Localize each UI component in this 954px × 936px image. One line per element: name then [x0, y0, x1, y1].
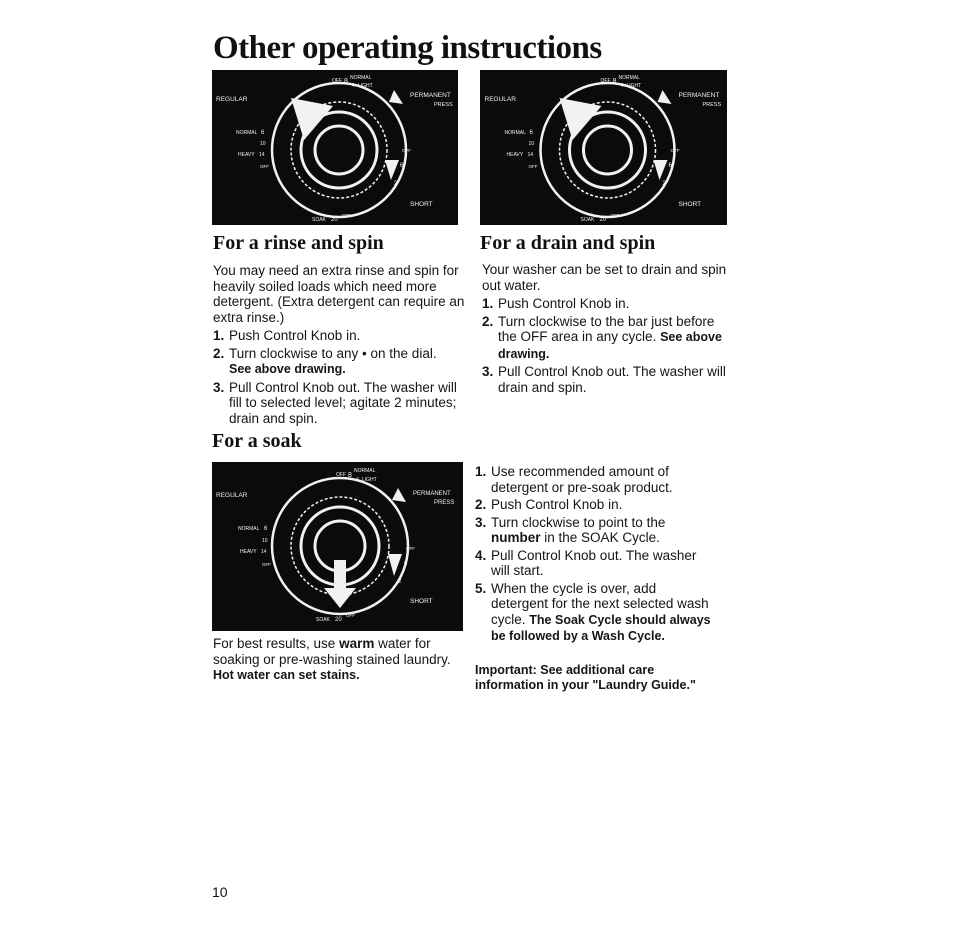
- dial-illustration-rinse: [212, 70, 458, 225]
- svg-text:REGULAR: REGULAR: [484, 96, 516, 103]
- svg-text:OFF: OFF: [600, 78, 611, 84]
- svg-text:SOAK: SOAK: [316, 617, 330, 623]
- rinse-heading: For a rinse and spin: [213, 232, 384, 254]
- svg-text:LIGHT: LIGHT: [358, 83, 373, 89]
- svg-text:6: 6: [668, 163, 672, 169]
- svg-text:NORMAL: NORMAL: [238, 526, 260, 532]
- dial-illustration-soak: [212, 462, 463, 631]
- svg-text:6: 6: [404, 561, 408, 567]
- svg-text:4: 4: [352, 83, 355, 89]
- rinse-intro: You may need an extra rinse and spin for heavily soiled loads which need more detergent. (Extra detergent can require an extra rinse.): [213, 263, 465, 325]
- svg-text:PERMANENT: PERMANENT: [410, 92, 451, 99]
- svg-text:NORMAL: NORMAL: [350, 75, 372, 81]
- soak-note: For best results, use warm water for soaking or pre-washing stained laundry. Hot water can set stains.: [213, 636, 451, 682]
- svg-text:OFF: OFF: [406, 546, 415, 551]
- svg-text:SOAK: SOAK: [580, 217, 595, 223]
- svg-text:OFF: OFF: [670, 148, 680, 153]
- svg-text:2: 2: [398, 579, 402, 585]
- svg-text:HEAVY: HEAVY: [506, 152, 524, 158]
- soak-step-3: 3. Turn clockwise to point to the number in the SOAK Cycle.: [475, 514, 666, 545]
- svg-text:LIGHT: LIGHT: [626, 83, 642, 89]
- svg-text:OFF: OFF: [262, 562, 271, 567]
- svg-text:8: 8: [612, 78, 617, 85]
- control-dial-drawing: [480, 70, 727, 225]
- soak-instructions: [475, 462, 715, 694]
- drain-step-1: 1. Push Control Knob in.: [482, 296, 630, 311]
- svg-text:6: 6: [400, 163, 404, 169]
- rinse-step-3: 3. Pull Control Knob out. The washer will fill to selected level; agitate 2 minutes; drain and spin.: [213, 379, 457, 426]
- svg-text:PERMANENT: PERMANENT: [413, 491, 451, 497]
- svg-text:2: 2: [662, 181, 666, 187]
- svg-text:SHORT: SHORT: [410, 598, 433, 605]
- rinse-step-2: 2. Turn clockwise to any • on the dial. See above drawing.: [213, 345, 437, 376]
- svg-text:SOAK: SOAK: [312, 217, 326, 223]
- svg-text:NORMAL: NORMAL: [236, 130, 258, 136]
- svg-text:20: 20: [599, 217, 607, 223]
- svg-text:LIGHT: LIGHT: [362, 477, 377, 483]
- page-title: Other operating instructions: [213, 30, 602, 66]
- svg-text:SHORT: SHORT: [410, 201, 433, 208]
- svg-text:14: 14: [261, 549, 267, 555]
- svg-text:NORMAL: NORMAL: [504, 130, 526, 136]
- svg-text:SHORT: SHORT: [678, 201, 702, 208]
- soak-step-5: 5. When the cycle is over, add detergent for the next selected wash cycle. The Soak Cycle should always be followed by a Wash Cycle.: [475, 580, 711, 643]
- svg-text:4: 4: [356, 477, 359, 483]
- svg-text:14: 14: [259, 152, 265, 158]
- svg-text:OFF: OFF: [260, 164, 269, 169]
- rinse-instructions: [213, 263, 465, 426]
- svg-text:PERMANENT: PERMANENT: [678, 92, 720, 99]
- svg-text:HEAVY: HEAVY: [240, 549, 257, 555]
- drain-step-3: 3. Pull Control Knob out. The washer will drain and spin.: [482, 364, 726, 395]
- svg-text:20: 20: [331, 217, 338, 223]
- soak-step-1: 1. Use recommended amount of detergent or pre-soak product.: [475, 464, 673, 495]
- svg-text:PRESS: PRESS: [434, 102, 453, 108]
- important-note: Important: See additional care information in your "Laundry Guide.": [475, 662, 696, 692]
- svg-text:REGULAR: REGULAR: [216, 492, 248, 499]
- svg-text:OFF: OFF: [346, 613, 355, 618]
- svg-text:6: 6: [264, 526, 268, 532]
- svg-text:REGULAR: REGULAR: [216, 96, 248, 103]
- svg-text:10: 10: [260, 141, 266, 147]
- svg-text:OFF: OFF: [336, 472, 346, 478]
- svg-text:OFF: OFF: [402, 148, 411, 153]
- svg-text:20: 20: [335, 617, 342, 623]
- control-dial-drawing: [212, 70, 458, 225]
- svg-text:8: 8: [344, 78, 348, 85]
- svg-text:10: 10: [528, 141, 535, 147]
- svg-text:8: 8: [348, 472, 352, 479]
- svg-text:HEAVY: HEAVY: [238, 152, 255, 158]
- drain-intro: Your washer can be set to drain and spin out water.: [482, 262, 727, 293]
- soak-step-4: 4. Pull Control Knob out. The washer will start.: [475, 547, 697, 578]
- svg-text:PRESS: PRESS: [702, 102, 722, 108]
- svg-text:14: 14: [527, 152, 534, 158]
- svg-text:PRESS: PRESS: [434, 500, 455, 506]
- svg-text:2: 2: [394, 181, 398, 187]
- svg-text:10: 10: [262, 538, 268, 544]
- control-dial-drawing: [212, 462, 463, 631]
- drain-step-2: 2. Turn clockwise to the bar just before the OFF area in any cycle. See above drawing.: [482, 313, 722, 361]
- soak-step-2: 2. Push Control Knob in.: [475, 497, 623, 512]
- svg-text:OFF: OFF: [610, 213, 620, 218]
- drain-instructions: [482, 262, 734, 395]
- rinse-step-1: 1. Push Control Knob in.: [213, 328, 361, 343]
- drain-heading: For a drain and spin: [480, 232, 656, 254]
- svg-text:NORMAL: NORMAL: [354, 468, 376, 474]
- soak-heading: For a soak: [212, 430, 302, 452]
- svg-text:NORMAL: NORMAL: [618, 75, 640, 81]
- svg-text:6: 6: [529, 130, 533, 136]
- page-number: 10: [212, 884, 228, 900]
- svg-text:4: 4: [620, 83, 624, 89]
- svg-text:OFF: OFF: [528, 164, 538, 169]
- dial-illustration-drain: [480, 70, 727, 225]
- svg-text:OFF: OFF: [332, 78, 342, 84]
- svg-text:OFF: OFF: [342, 213, 351, 218]
- svg-text:6: 6: [261, 130, 265, 136]
